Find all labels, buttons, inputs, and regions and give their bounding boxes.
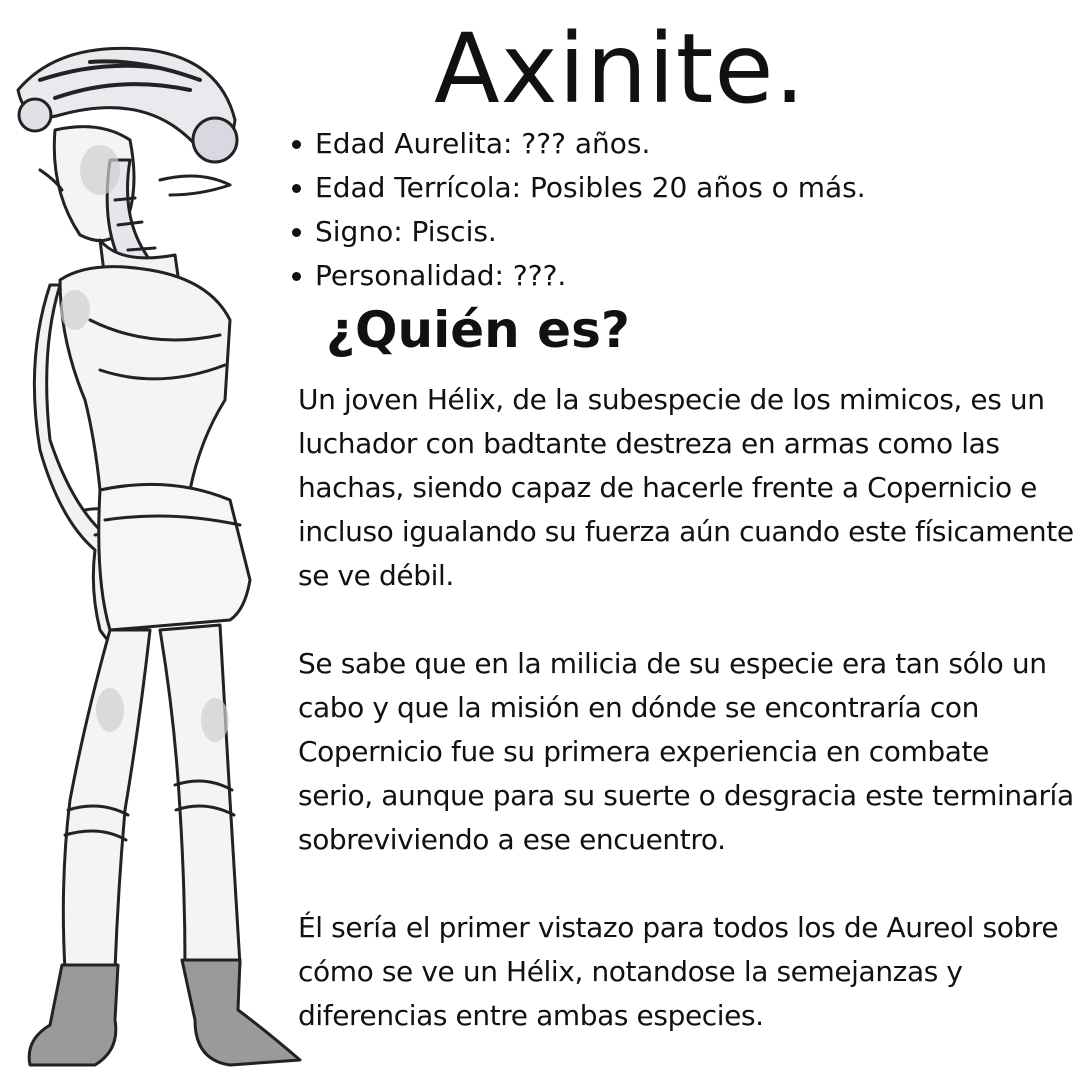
fact-item-personality: Personalidad: ???. [292, 254, 866, 298]
section-heading: ¿Quién es? [326, 301, 630, 359]
paragraph-3: Él sería el primer vistazo para todos los de Aureol sobre cómo se ve un Hélix, notandose la semejanzas y diferencias entre ambas especies. [298, 911, 1059, 1032]
bullet-icon [292, 272, 301, 281]
description [298, 378, 1080, 1082]
bullet-icon [292, 228, 301, 237]
facts-list [292, 122, 866, 298]
right-boot [182, 960, 300, 1065]
right-leg [160, 625, 240, 965]
left-leg [63, 630, 150, 970]
character-illustration [0, 20, 330, 1080]
paragraph-1: Un joven Hélix, de la subespecie de los mimicos, es un luchador con badtante destreza en armas como las hachas, siendo capaz de hacerle frente a Copernicio e incluso igualando su fuerza aún cuando este físicamente se ve débil. [298, 383, 1074, 592]
left-boot [29, 965, 118, 1065]
fact-item-age-aurelita: Edad Aurelita: ??? años. [292, 122, 866, 166]
fact-item-sign: Signo: Piscis. [292, 210, 866, 254]
bullet-icon [292, 140, 301, 149]
character-name-title: Axinite. [434, 13, 806, 125]
paragraph-2: Se sabe que en la milicia de su especie era tan sólo un cabo y que la misión en dónde se encontraría con Copernicio fue su primera experiencia en combate serio, aunque para su suerte o desgracia este terminaría sobreviviendo a ese encuentro. [298, 647, 1074, 856]
waist-wrap [99, 484, 250, 630]
bullet-icon [292, 184, 301, 193]
fact-item-age-terricola: Edad Terrícola: Posibles 20 años o más. [292, 166, 866, 210]
